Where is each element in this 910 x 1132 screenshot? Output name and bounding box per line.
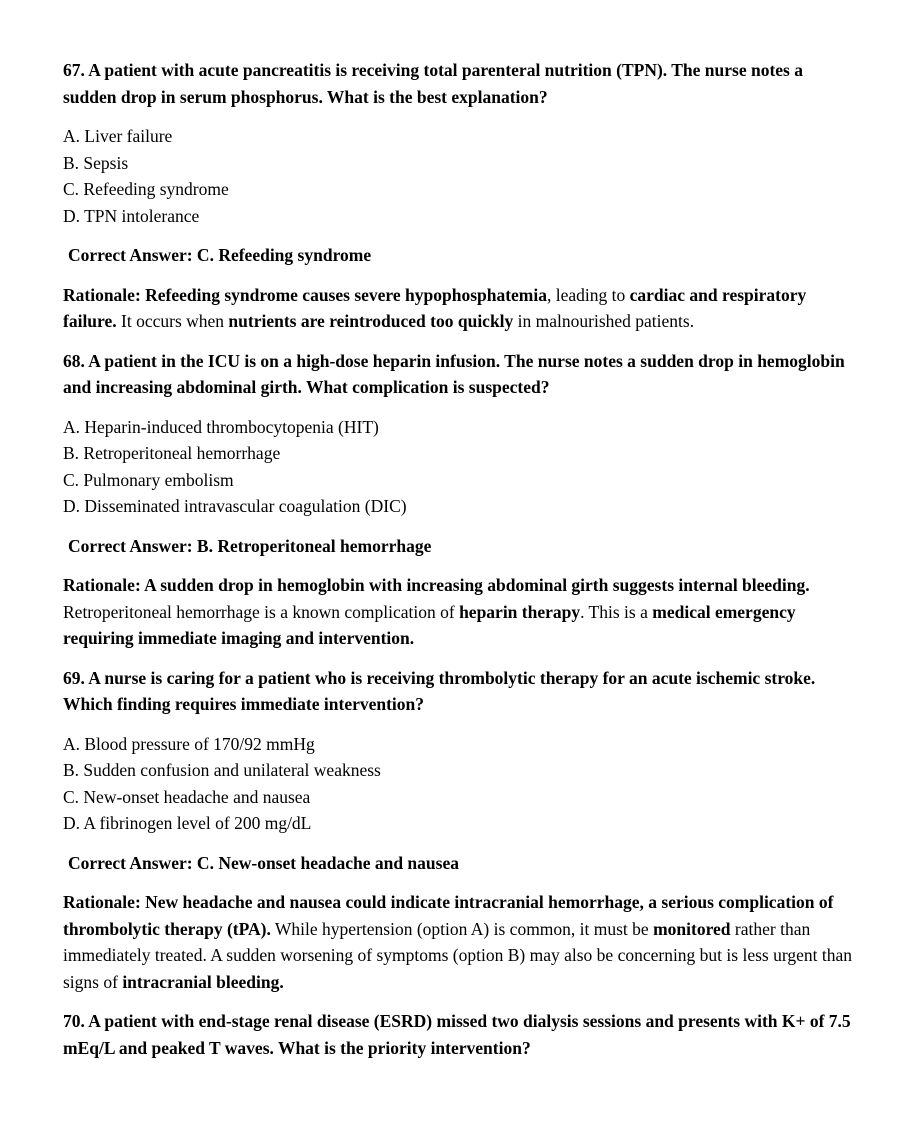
question-heading: 68. A patient in the ICU is on a high-dose heparin infusion. The nurse notes a sudden drop in hemoglobin and increasing abdominal girth. What complication is suspected?: [63, 350, 845, 397]
rationale-paragraph: [63, 282, 853, 335]
rationale-segment: It occurs when: [116, 311, 229, 331]
option-line: B. Sepsis: [63, 152, 129, 173]
rationale-segment: rather than immediately treated. A sudden worsening of symptoms (option B) may also be concerning but is less urgent than signs of: [63, 918, 852, 992]
options-list: [63, 731, 853, 837]
rationale-segment: cardiac and respiratory failure.: [63, 284, 807, 331]
rationale-segment: nutrients are reintroduced too quickly: [228, 311, 514, 331]
rationale-segment: intracranial bleeding.: [122, 971, 284, 992]
question-heading: 70. A patient with end-stage renal disease (ESRD) missed two dialysis sessions and presents with K+ of 7.5 mEq/L and peaked T waves. What is the priority intervention?: [63, 1011, 851, 1058]
option-line: B. Retroperitoneal hemorrhage: [63, 443, 281, 463]
rationale-segment: heparin therapy: [459, 601, 581, 622]
question-block: [63, 57, 853, 335]
rationale-segment: , leading to: [547, 284, 630, 305]
question-heading: 69. A nurse is caring for a patient who is receiving thrombolytic therapy for an acute ischemic stroke. Which finding requires immediate intervention?: [63, 667, 816, 714]
rationale-segment: in malnourished patients.: [513, 311, 695, 331]
options-list: [63, 414, 853, 520]
option-line: A. Blood pressure of 170/92 mmHg: [63, 733, 315, 754]
rationale-segment: Rationale: New headache and nausea could indicate intracranial hemorrhage, a serious complication of thrombolytic therapy (tPA).: [63, 892, 834, 939]
rationale-segment: Rationale: Refeeding syndrome causes severe hypophosphatemia: [63, 284, 548, 305]
correct-answer-line: Correct Answer: C. New-onset headache and nausea: [68, 852, 459, 873]
option-line: A. Liver failure: [63, 126, 173, 146]
option-line: D. TPN intolerance: [63, 205, 200, 226]
questions-container: [63, 57, 853, 1061]
rationale-paragraph: [63, 889, 853, 995]
rationale-segment: While hypertension (option A) is common, it must be: [270, 918, 654, 939]
question-block: [63, 1008, 853, 1061]
rationale-segment: . This is a: [580, 601, 653, 622]
correct-answer-line: Correct Answer: B. Retroperitoneal hemorrhage: [68, 535, 432, 556]
question-block: [63, 665, 853, 996]
options-list: [63, 123, 853, 229]
correct-answer-line: Correct Answer: C. Refeeding syndrome: [68, 245, 372, 265]
question-block: [63, 348, 853, 652]
option-line: C. Pulmonary embolism: [63, 469, 234, 490]
rationale-segment: monitored: [653, 918, 731, 939]
rationale-paragraph: [63, 572, 853, 652]
option-line: B. Sudden confusion and unilateral weakness: [63, 760, 381, 780]
option-line: A. Heparin-induced thrombocytopenia (HIT): [63, 416, 379, 437]
option-line: C. Refeeding syndrome: [63, 179, 229, 199]
rationale-segment: Rationale: A sudden drop in hemoglobin with increasing abdominal girth suggests internal bleeding.: [63, 575, 810, 595]
option-line: C. New-onset headache and nausea: [63, 786, 311, 807]
question-heading: 67. A patient with acute pancreatitis is receiving total parenteral nutrition (TPN). The nurse notes a sudden drop in serum phosphorus. What is the best explanation?: [63, 60, 803, 107]
rationale-segment: Retroperitoneal hemorrhage is a known complication of: [63, 601, 460, 622]
option-line: D. Disseminated intravascular coagulation (DIC): [63, 496, 407, 516]
rationale-segment: medical emergency requiring immediate imaging and intervention.: [63, 601, 796, 648]
option-line: D. A fibrinogen level of 200 mg/dL: [63, 813, 312, 833]
